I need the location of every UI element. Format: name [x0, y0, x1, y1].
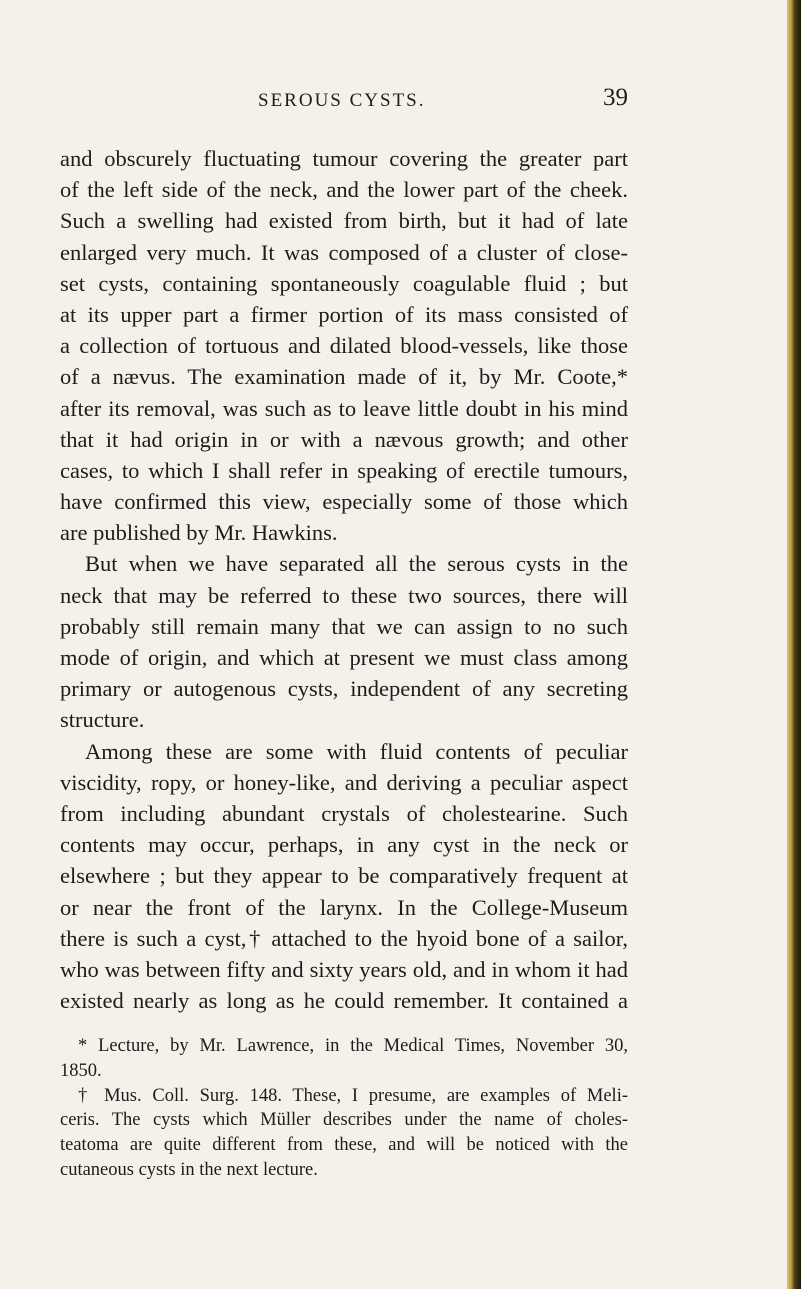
text-line: after its removal, was such as to leave little doubt in his mind [60, 395, 628, 421]
paragraph [60, 736, 628, 1017]
text-line: Such a swelling had existed from birth, but it had of late [60, 208, 628, 234]
text-line: from including abundant crystals of cholestearine. Such [60, 800, 628, 826]
text-line: probably still remain many that we can assign to no such [60, 613, 628, 639]
text-line: cases, to which I shall refer in speaking of erectile tumours, [60, 457, 628, 483]
text-line: that it had origin in or with a nævous growth; and other [60, 426, 628, 452]
running-header [258, 84, 628, 118]
text-line: enlarged very much. It was composed of a cluster of close- [60, 239, 628, 265]
text-line: or near the front of the larynx. In the College-Museum [60, 894, 628, 920]
text-line: who was between fifty and sixty years old, and in whom it had [60, 956, 628, 982]
text-line: primary or autogenous cysts, independent of any secreting [60, 676, 628, 702]
running-title: SEROUS CYSTS. [258, 90, 426, 111]
footnote-line: cutaneous cysts in the next lecture. [60, 1159, 318, 1180]
text-line: viscidity, ropy, or honey-like, and deriving a peculiar aspect [60, 769, 628, 795]
footnotes [60, 1034, 628, 1183]
footnote-line: † Mus. Coll. Surg. 148. These, I presume, are examples of Meli- [78, 1085, 628, 1106]
text-line: But when we have separated all the serous cysts in the [85, 551, 628, 577]
text-line: neck that may be referred to these two sources, there will [60, 582, 628, 608]
text-line: and obscurely fluctuating tumour covering the greater part [60, 146, 628, 171]
text-line: at its upper part a firmer portion of its mass consisted of [60, 301, 628, 327]
footnote-line: * Lecture, by Mr. Lawrence, in the Medical Times, November 30, [78, 1036, 628, 1056]
text-line: of the left side of the neck, and the lower part of the cheek. [60, 177, 628, 203]
footnote-line: teatoma are quite different from these, and will be noticed with the [60, 1135, 628, 1156]
text-line: of a nævus. The examination made of it, by Mr. Coote,* [60, 364, 628, 390]
text-line: elsewhere ; but they appear to be comparatively frequent at [60, 863, 628, 889]
footnote [60, 1084, 628, 1183]
text-line: there is such a cyst,† attached to the hyoid bone of a sailor, [60, 925, 628, 951]
text-line: are published by Mr. Hawkins. [60, 520, 338, 546]
footnote-line: 1850. [60, 1060, 102, 1081]
text-line: mode of origin, and which at present we must class among [60, 645, 628, 670]
text-line: have confirmed this view, especially some of those which [60, 489, 628, 515]
body-text [60, 143, 628, 1016]
text-line: a collection of tortuous and dilated blood-vessels, like those [60, 333, 628, 359]
footnote [60, 1034, 628, 1084]
text-line: contents may occur, perhaps, in any cyst in the neck or [60, 832, 628, 858]
paragraph [60, 143, 628, 548]
footnote-line: ceris. The cysts which Müller describes under the name of choles- [60, 1110, 628, 1131]
text-line: existed nearly as long as he could remember. It contained a [60, 988, 628, 1014]
text-line: set cysts, containing spontaneously coagulable fluid ; but [60, 270, 628, 296]
page-edge-binding [787, 0, 801, 1289]
page-number: 39 [603, 84, 628, 111]
text-line: Among these are some with fluid contents of peculiar [85, 738, 628, 764]
text-line: structure. [60, 707, 145, 733]
paragraph [60, 548, 628, 735]
